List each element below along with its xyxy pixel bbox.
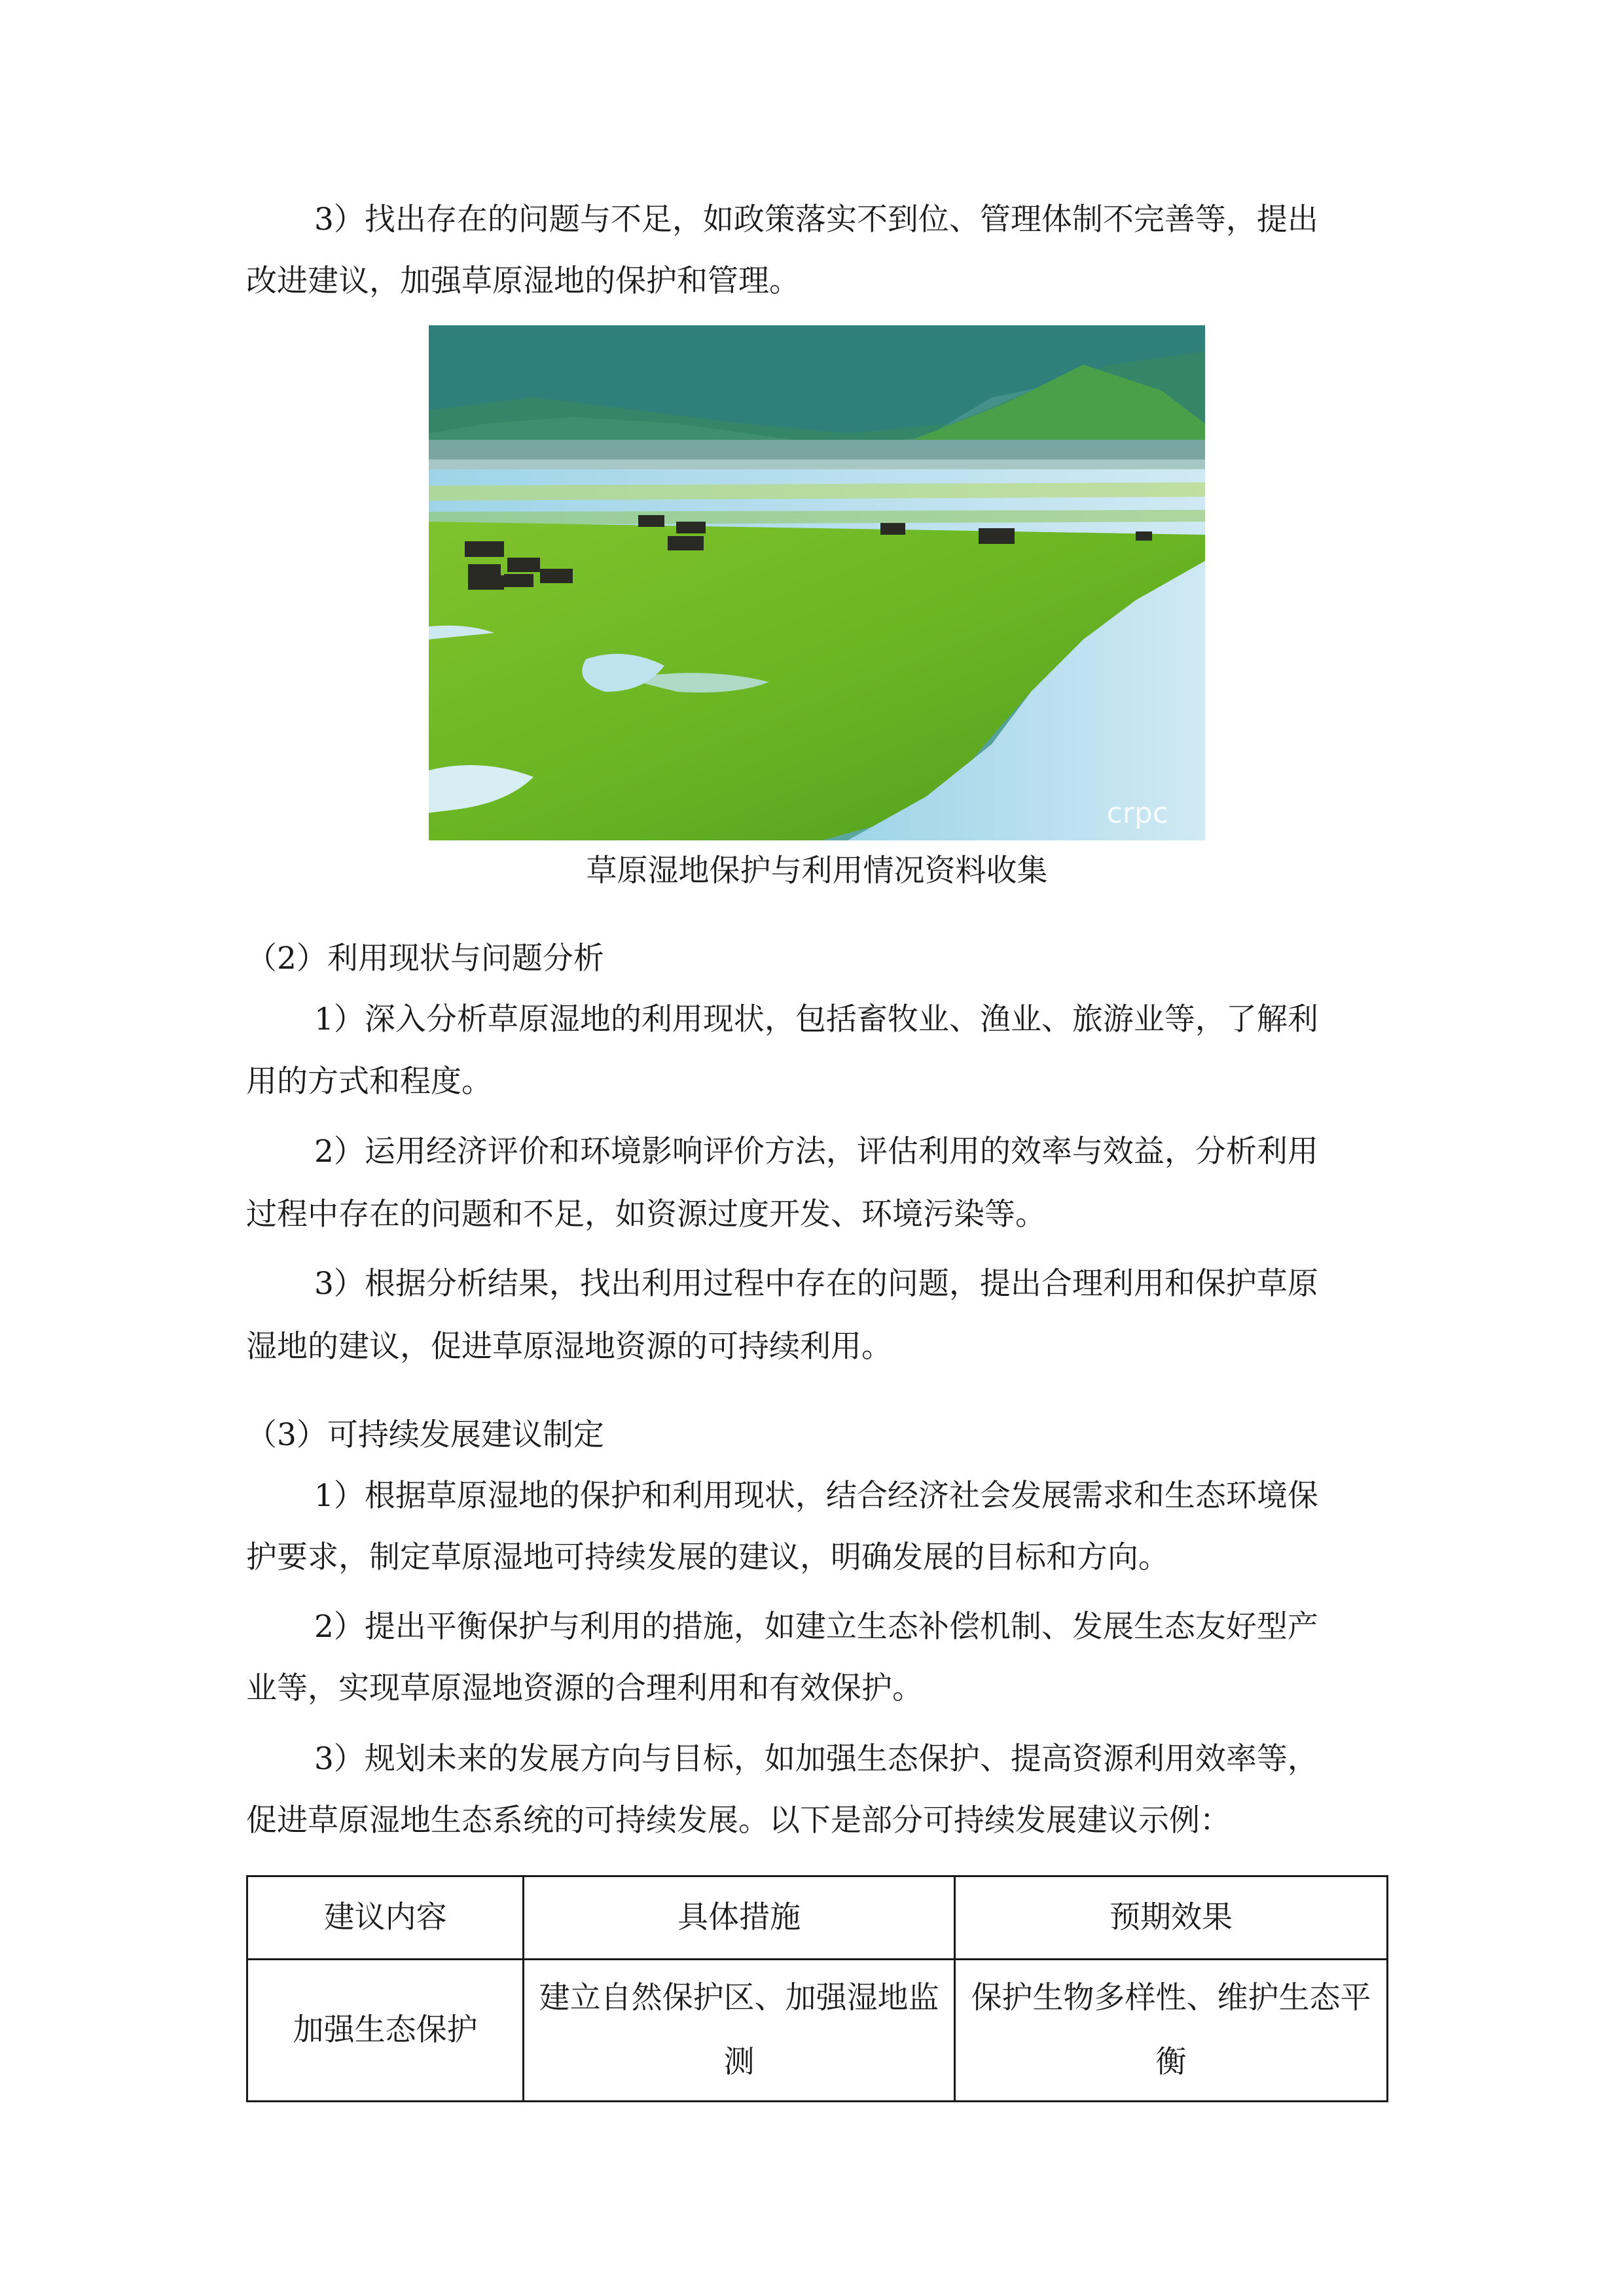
table-header-row: [247, 1876, 1388, 1960]
para-line: 过程中存在的问题和不足，如资源过度开发、环境污染等。: [246, 1196, 1046, 1232]
table-header-cell: 具体措施: [524, 1876, 955, 1960]
para-line: 湿地的建议，促进草原湿地资源的可持续利用。: [246, 1329, 892, 1365]
para-line: 2）运用经济评价和环境影响评价方法，评估利用的效率与效益，分析利用: [314, 1134, 1318, 1170]
table-cell: 加强生态保护: [247, 1960, 524, 2102]
suggestion-table: [246, 1875, 1388, 2102]
cell-line: 保护生物多样性、维护生态平: [971, 1980, 1371, 2016]
photo-watermark: crpc: [1106, 797, 1168, 830]
cell-line: 衡: [1155, 2044, 1187, 2080]
table-header-cell: 建议内容: [247, 1876, 524, 1960]
para-line: 2）提出平衡保护与利用的措施，如建立生态补偿机制、发展生态友好型产: [314, 1609, 1318, 1645]
para-line: 改进建议，加强草原湿地的保护和管理。: [246, 263, 800, 299]
para-line: 护要求，制定草原湿地可持续发展的建议，明确发展的目标和方向。: [246, 1539, 1169, 1575]
para-line: 用的方式和程度。: [246, 1064, 492, 1100]
para-line: 业等，实现草原湿地资源的合理利用和有效保护。: [246, 1670, 923, 1706]
para-line: 3）根据分析结果，找出利用过程中存在的问题，提出合理利用和保护草原: [314, 1266, 1318, 1302]
para-line: 1）根据草原湿地的保护和利用现状，结合经济社会发展需求和生态环境保: [314, 1478, 1318, 1514]
section-heading: （2）利用现状与问题分析: [246, 941, 604, 977]
section-heading: （3）可持续发展建议制定: [246, 1417, 604, 1453]
cell-line: 建立自然保护区、加强湿地监: [539, 1980, 939, 2016]
para-line: 3）找出存在的问题与不足，如政策落实不到位、管理体制不完善等，提出: [314, 202, 1318, 238]
table-cell: [955, 1960, 1388, 2102]
table-cell: [524, 1960, 955, 2102]
para-line: 1）深入分析草原湿地的利用现状，包括畜牧业、渔业、旅游业等，了解利: [314, 1001, 1318, 1037]
para-line: 促进草原湿地生态系统的可持续发展。以下是部分可持续发展建议示例：: [246, 1803, 1231, 1839]
para-line: 3）规划未来的发展方向与目标，如加强生态保护、提高资源利用效率等，: [314, 1741, 1318, 1777]
table-header-cell: 预期效果: [955, 1876, 1388, 1960]
grassland-wetland-photo: [429, 325, 1205, 840]
figure-caption: 草原湿地保护与利用情况资料收集: [586, 853, 1048, 889]
table-row: [247, 1960, 1388, 2102]
cell-line: 测: [723, 2044, 755, 2080]
